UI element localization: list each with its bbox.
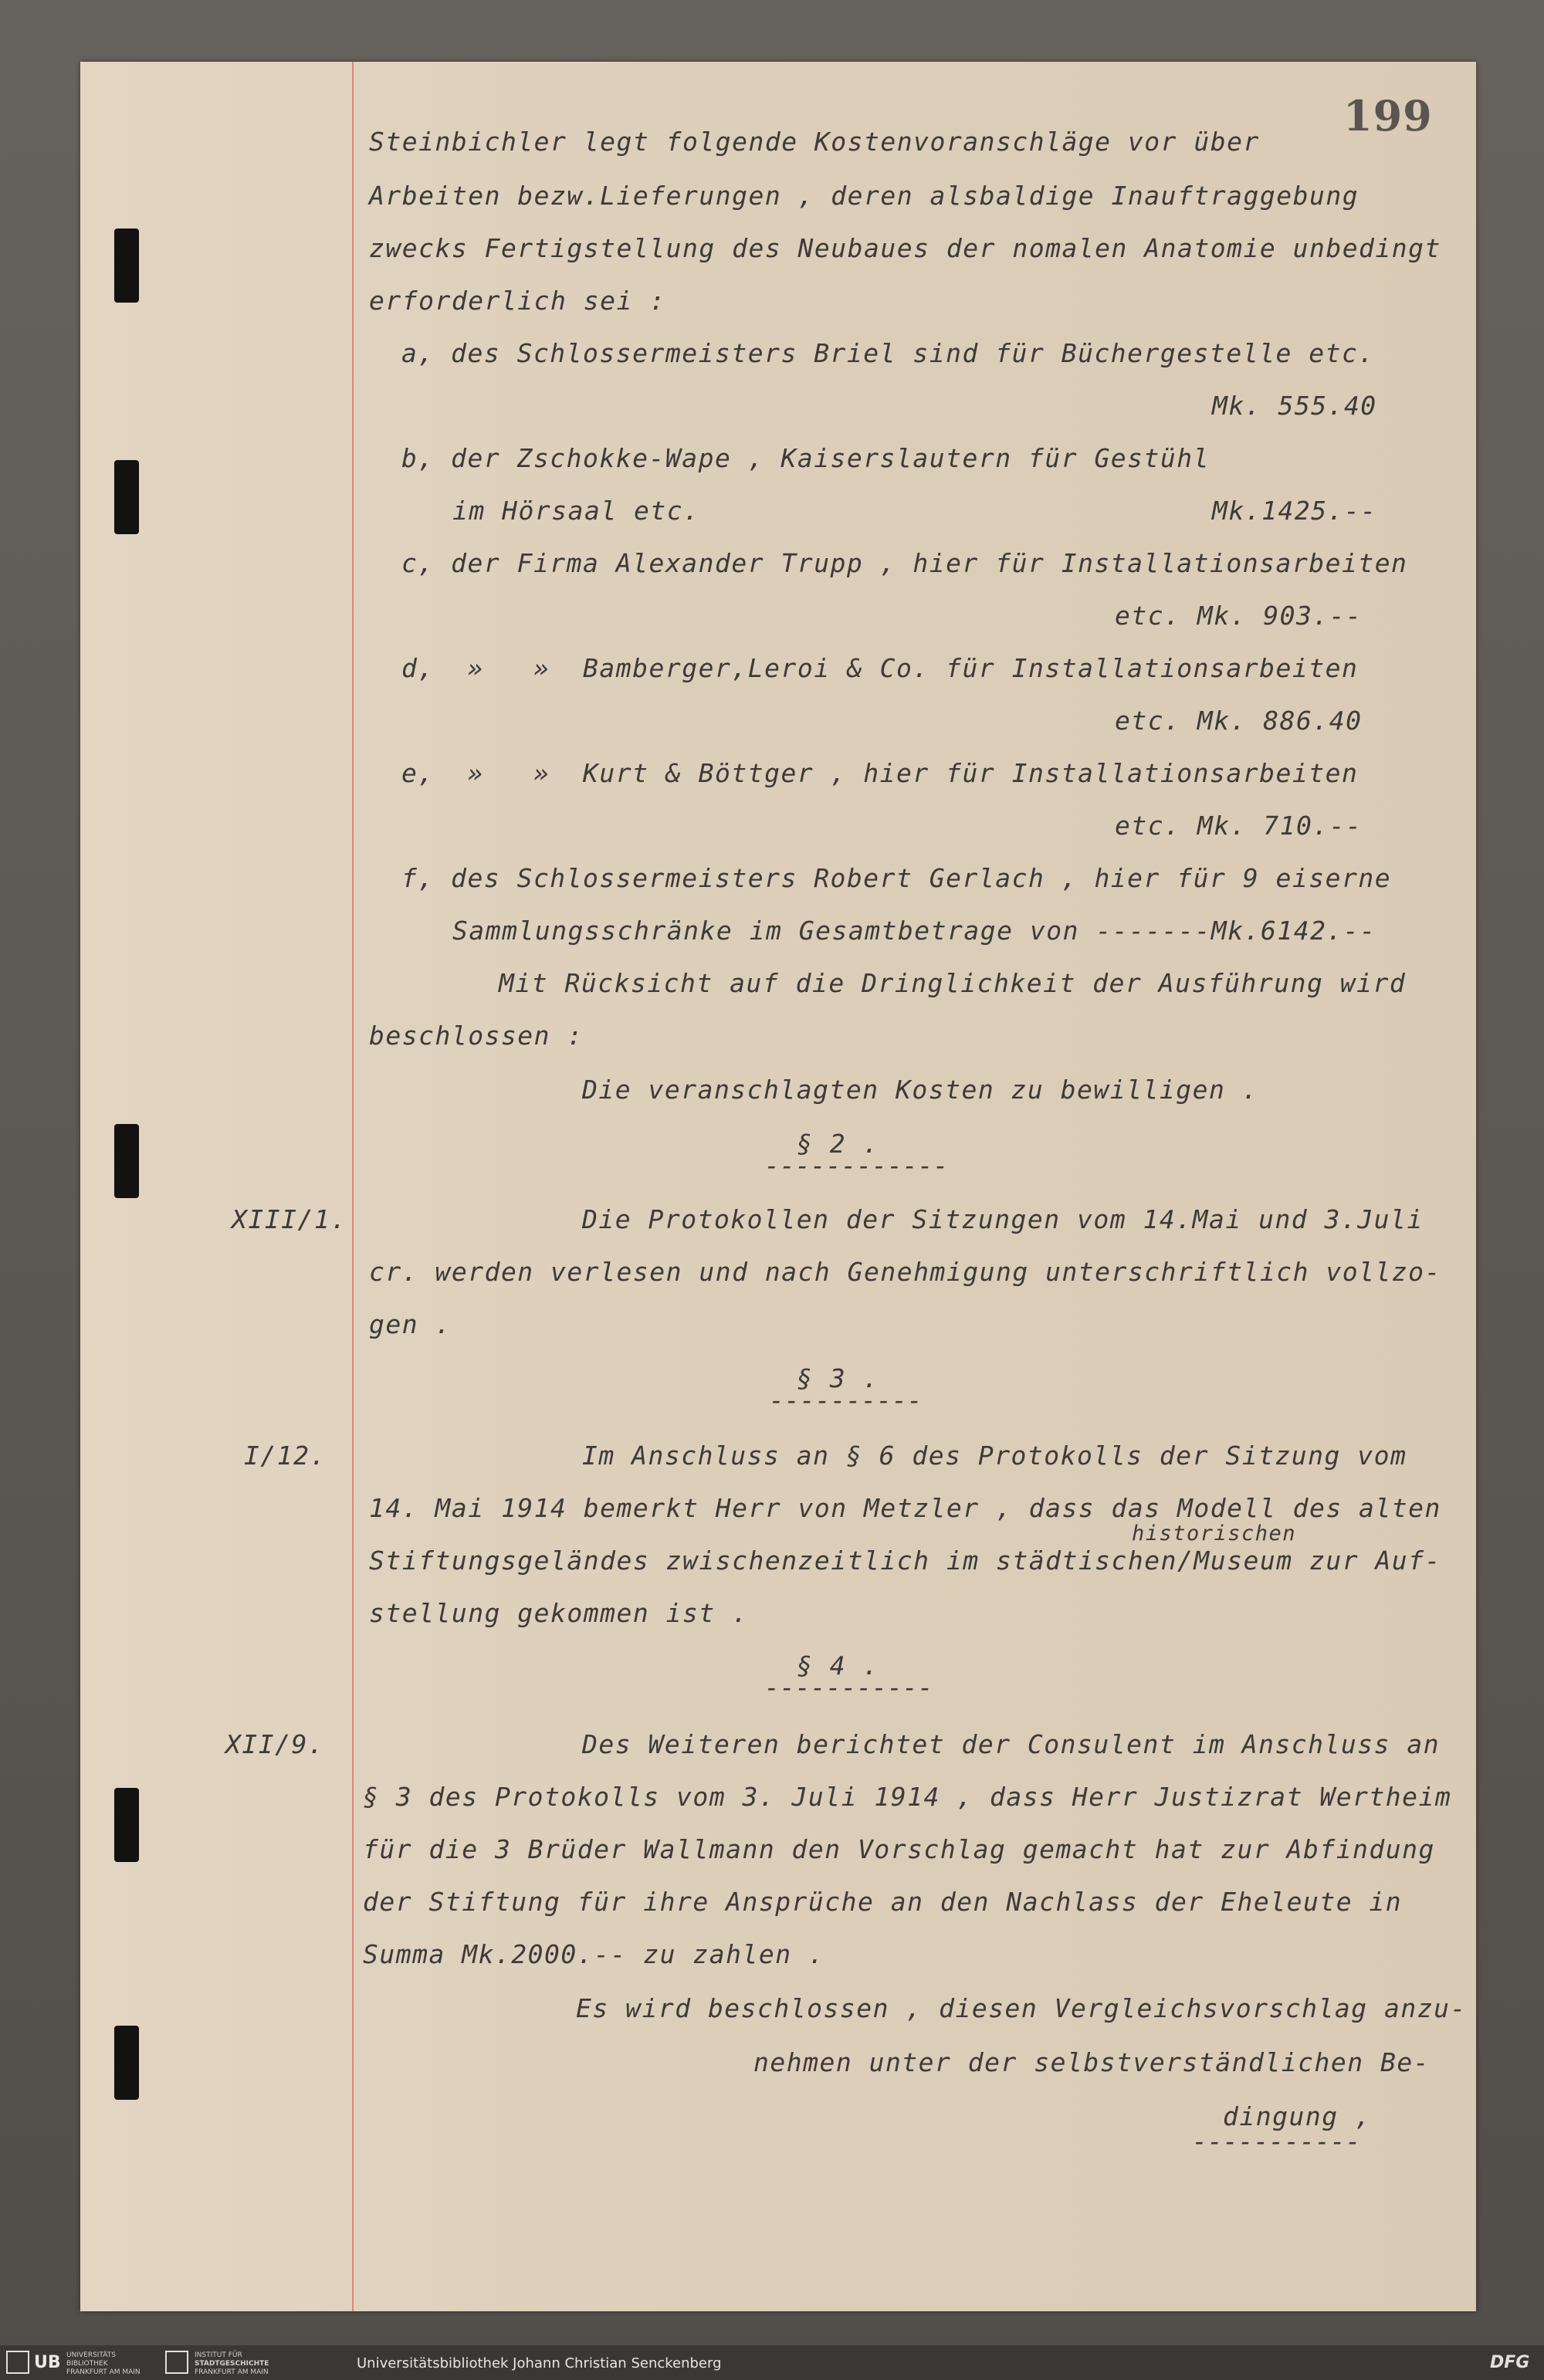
punch-hole [114,1788,139,1862]
text-line: Summa Mk.2000.-- zu zahlen . [363,1939,825,1969]
text-line: gen . [369,1309,452,1339]
text-line: 14. Mai 1914 bemerkt Herr von Metzler , dass das Modell des alten [369,1493,1441,1523]
closing-underline: ----------- [1192,2126,1361,2156]
text-line: f, des Schlossermeisters Robert Gerlach , hier für 9 eiserne [401,863,1392,893]
ub-logo-text: UB [34,2353,61,2372]
text-line: etc. Mk. 886.40 [1115,706,1363,736]
text-line: e, » » Kurt & Böttger , hier für Installationsarbeiten [401,758,1359,788]
text-line: erforderlich sei : [369,286,666,316]
section-heading: § 4 . [797,1650,879,1681]
ub-label-line: FRANKFURT AM MAIN [66,2368,141,2376]
margin-reference: XIII/1. [232,1204,347,1234]
text-line: § 3 des Protokolls vom 3. Juli 1914 , dass Herr Justizrat Wertheim [363,1782,1452,1812]
text-line: Steinbichler legt folgende Kostenvoranschläge vor über [369,127,1260,157]
text-line: nehmen unter der selbstverständlichen Be- [753,2047,1431,2077]
section-underline: ---------- [769,1385,923,1415]
section-underline: ----------- [764,1672,933,1702]
margin-reference: I/12. [244,1441,327,1471]
punch-hole [114,460,139,534]
isg-logo-icon [165,2351,188,2374]
text-line: Stiftungsgeländes zwischenzeitlich im städtischen/Museum zur Auf- [369,1545,1441,1576]
margin-reference: XII/9. [225,1729,325,1759]
text-line: etc. Mk. 903.-- [1115,601,1363,631]
text-line: im Hörsaal etc. [452,496,700,526]
section-heading: § 3 . [797,1363,879,1393]
text-line: dingung , [1223,2101,1372,2131]
text-line: Die veranschlagten Kosten zu bewilligen . [582,1075,1259,1105]
text-line: Mk.1425.-- [1212,496,1377,526]
isg-label-line: INSTITUT FÜR [195,2351,242,2359]
dfg-logo: DFG [1490,2353,1530,2372]
text-line: Des Weiteren berichtet der Consulent im Anschluss an [582,1729,1441,1759]
inserted-word: historischen [1132,1522,1297,1545]
red-margin-line [352,62,354,2311]
text-line: etc. Mk. 710.-- [1115,811,1363,841]
section-heading: § 2 . [797,1129,879,1159]
footer-credit: Universitätsbibliothek Johann Christian Senckenberg [357,2355,722,2372]
text-line: für die 3 Brüder Wallmann den Vorschlag gemacht hat zur Abfindung [363,1834,1435,1864]
text-line: a, des Schlossermeisters Briel sind für Büchergestelle etc. [401,338,1375,368]
page-number: 199 [1343,91,1433,140]
ub-logo-icon [6,2351,29,2374]
text-line: cr. werden verlesen und nach Genehmigung unterschriftlich vollzo- [369,1257,1441,1287]
text-line: Mk. 555.40 [1212,391,1377,421]
text-line: Es wird beschlossen , diesen Vergleichsvorschlag anzu- [576,1993,1467,2023]
punch-hole [114,1124,139,1198]
text-line: d, » » Bamberger,Leroi & Co. für Installationsarbeiten [401,653,1359,683]
text-line: Arbeiten bezw.Lieferungen , deren alsbaldige Inauftraggebung [369,181,1359,211]
text-line: beschlossen : [369,1021,584,1051]
isg-label-line: STADTGESCHICHTE [195,2360,269,2368]
text-line: zwecks Fertigstellung des Neubaues der nomalen Anatomie unbedingt [369,233,1441,263]
text-line: Die Protokollen der Sitzungen vom 14.Mai und 3.Juli [582,1204,1424,1234]
text-line: der Stiftung für ihre Ansprüche an den Nachlass der Eheleute in [363,1887,1403,1917]
punch-hole [114,2026,139,2100]
section-underline: ------------ [764,1150,949,1180]
text-line: stellung gekommen ist . [369,1598,749,1628]
ub-label-line: UNIVERSITÄTS [66,2351,116,2359]
text-line: b, der Zschokke-Wape , Kaiserslautern für Gestühl [401,443,1210,473]
punch-hole [114,229,139,303]
isg-label-line: FRANKFURT AM MAIN [195,2368,269,2376]
text-line: Im Anschluss an § 6 des Protokolls der Sitzung vom [582,1441,1407,1471]
text-line: Sammlungsschränke im Gesamtbetrage von -------Mk.6142.-- [452,916,1376,946]
text-line: c, der Firma Alexander Trupp , hier für Installationsarbeiten [401,548,1408,578]
ub-label-line: BIBLIOTHEK [66,2360,108,2368]
text-line: Mit Rücksicht auf die Dringlichkeit der Ausführung wird [499,968,1407,998]
